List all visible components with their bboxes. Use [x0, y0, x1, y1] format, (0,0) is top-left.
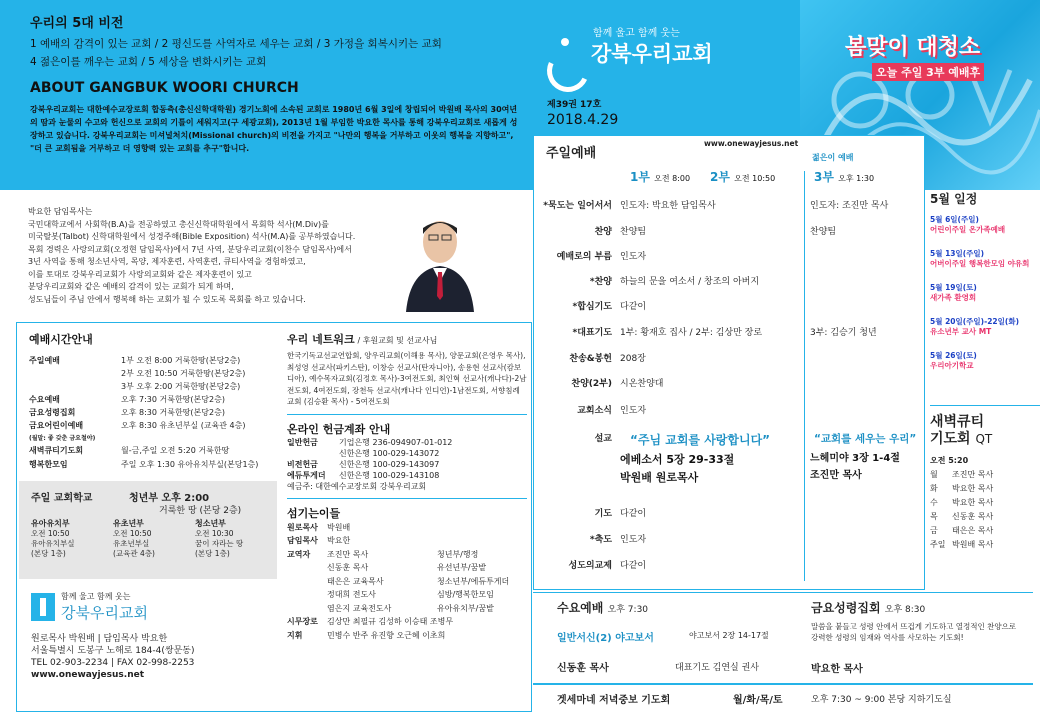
service-times-title: 예배시간안내 [29, 333, 93, 346]
logo-slogan: 함께 울고 함께 웃는 [593, 28, 680, 39]
vision-line: 4 젊은이를 깨우는 교회 / 5 세상을 변화시키는 교회 [30, 56, 267, 68]
pastor-line: 분당우리교회와 같은 예배의 감격이 있는 교회가 되게 하며, [28, 282, 234, 291]
sermon-title-3: “교회를 세우는 우리” [814, 433, 917, 445]
order-value: 208장 [620, 354, 646, 364]
event-subtitle: 오늘 주일 3부 예배후 [872, 63, 984, 81]
schedule-item: 5월 20일(주일)-22일(화) 유소년부 교사 MT [930, 317, 1019, 336]
may-title: 5월 일정 [930, 192, 978, 206]
worship-title: 주일예배 [546, 146, 597, 161]
order-value: 인도자 [620, 252, 647, 262]
sunday-school-title: 주일 교회학교 [31, 493, 93, 504]
pastor-line: 성도님들이 주님 안에서 행복해 하는 교회가 될 수 있도록 목회를 하고 있습니다. [28, 294, 306, 304]
friday-preacher: 박요한 목사 [811, 664, 863, 675]
qt-schedule [930, 405, 1040, 580]
order-value: 찬양팀 [620, 227, 647, 237]
friday-description: 말씀을 붙들고 성령 안에서 뜨겁게 기도하고 열정적인 찬양으로 강력한 성령의 임재와 역사를 사모하는 기도회! [811, 622, 1017, 642]
qt-row: 수 박요한 목사 [930, 498, 994, 507]
account-row: 비전헌금 신한은행 100-029-143097 [287, 459, 440, 469]
wednesday-title: 수요예배 오후 7:30 [557, 601, 649, 615]
event-title: 봄맞이 대청소 [845, 35, 981, 60]
divider [287, 414, 527, 415]
servants-title: 섬기는이들 [287, 506, 341, 520]
order-label: 성도의교제 [568, 561, 612, 571]
pastor-line: 3년 사역을 통해 청소년사역, 목양, 제자훈련, 사역훈련, 큐티사역을 경험하였고, [28, 257, 306, 266]
pastor-line: 목회 경력은 사랑의교회(오정현 담임목사)에서 7년 사역, 분당우리교회(이찬수 담임목사)에서 [28, 244, 352, 254]
schedule-item: 5월 26일(토) 우리아기학교 [930, 351, 977, 370]
network-title: 우리 네트워크 [287, 333, 355, 346]
order-value-3: 3부: 김승기 청년 [810, 328, 877, 338]
order-label: 기도 [594, 509, 612, 519]
church-logo-small [31, 591, 191, 625]
network-text: 한국기독교선교연합회, 양우리교회(이해용 목사), 양문교회(은영우 목사), 최성영 선교사(파키스탄), 이창승 선교사(탄자니아), 송용현 선교사(캄보디아), 예수목자교회(김정호 목사)-3여전도회, 최인혁 선교사(캐나다)-2남전도회, 4여전도회, 장천득 선교사(캐나다 인디언)-1남전도회, 서향침례교회 (김승환 목사) - 5여전도회 [287, 351, 527, 406]
divider [533, 683, 1033, 685]
order-label: *대표기도 [572, 328, 612, 338]
column-divider [804, 171, 805, 581]
vision-title: 우리의 5대 비전 [30, 16, 124, 31]
divider [287, 498, 527, 499]
servant-row: 신동훈 목사 유선년부/꿈밭 [327, 563, 487, 572]
address: 서울특별시 도봉구 노해로 184-4(쌍문동) [31, 646, 195, 656]
qt-title: 새벽큐티 [930, 414, 985, 430]
worship-order-panel [533, 135, 925, 590]
order-value: 인도자 [620, 406, 647, 416]
vision-line: 1 예배의 감격이 있는 교회 / 2 평신도를 사역자로 세우는 교회 / 3 가정을 회복시키는 교회 [30, 38, 442, 50]
youth-time: 청년부 오후 2:00 [129, 493, 210, 504]
schedule-item: 5월 19일(토) 새가족 환영회 [930, 283, 977, 302]
pastor-portrait-icon [400, 212, 480, 312]
schedule-item: 5월 13일(주일) 어버이주일 행복한모임 야유회 [930, 249, 1030, 268]
pastor-photo [400, 212, 480, 312]
wednesday-prayer: 대표기도 김연실 권사 [675, 663, 759, 673]
logo-name: 강북우리교회 [591, 42, 713, 66]
order-label: *합심기도 [572, 302, 612, 312]
gethsemane-title: 겟세마네 저녁중보 기도회 [557, 695, 671, 706]
wednesday-series: 일반서신(2) 야고보서 [557, 633, 654, 644]
about-text: 강북우리교회는 대한예수교장로회 합동측(총신신학대학원) 경기노회에 소속된 교회로 1980년 6월 3일에 창립되어 박원배 목사의 30여년의 땀과 눈물의 수고와 헌신으로 교회의 기틀이 세워지고(구 세광교회), 2013년 1월 부임한 박요한 목사를 통해 강북우리교회로 새롭게 성장하고 있습니다. 강북우리교회는 미셔널처치(Missional church)의 비전을 가지고 "나만의 행복을 거부하고 이웃의 행복을 지향하고", "더 큰 교회됨을 거부하고 더 영향력 있는 교회를 추구"합니다. [30, 105, 518, 153]
school-dept: 청소년부 오전 10:30 꿈이 자라는 땅 (본당 1층) [195, 519, 244, 558]
youth-place: 거룩한 땅 (본당 2층) [159, 506, 242, 516]
servant-row: 염은지 교육전도사 유아유치부/꿈밭 [327, 603, 494, 613]
order-label: *찬양 [589, 277, 612, 287]
pastor-line: 국민대학교에서 사회학(B.A)을 전공하였고 총신신학대학원에서 목회학 석사(M.Div)를 [28, 219, 329, 229]
account-row: 에듀투게더 신한은행 100-029-143108 [287, 470, 440, 480]
order-label: 찬송&봉헌 [569, 354, 612, 364]
website-link[interactable]: www.onewayjesus.net [31, 670, 145, 680]
gethsemane-time: 오후 7:30 ~ 9:00 본당 지하기도실 [811, 695, 952, 705]
order-value: 하늘의 문을 여소서 / 창조의 아버지 [620, 277, 760, 287]
weekday-services [533, 592, 1033, 720]
qt-row: 목 신동훈 목사 [930, 512, 994, 521]
schedule-item: 5월 6일(주일) 어린이주일 온가족예배 [930, 215, 1006, 234]
young-worship-label: 젊은이 예배 [812, 153, 854, 162]
pastors-line: 원로목사 박원배 | 담임목사 박요한 [31, 634, 168, 644]
servant-row: 원로목사 박원배 [287, 522, 351, 532]
qt-time: 오전 5:20 [930, 456, 969, 465]
servant-row: 시무장로 김상만 최필규 김성하 이승태 조병무 [287, 617, 454, 626]
service2-header: 2부 오전 10:50 [710, 170, 776, 184]
order-value: 시온찬양대 [620, 379, 664, 389]
qt-row: 주일 박원배 목사 [930, 540, 994, 549]
pastor-line: 박요한 담임목사는 [28, 207, 93, 216]
network-section [287, 331, 527, 642]
service1-header: 1부 오전 8:00 [630, 170, 691, 184]
account-row: 신한은행 100-029-143072 [339, 448, 440, 458]
servant-row: 정대희 전도사 심방/행복한모임 [327, 590, 494, 599]
order-value: 인도자 [620, 535, 647, 545]
qt-row: 금 태은은 목사 [930, 526, 994, 535]
qt-title-2: 기도회 QT [930, 431, 993, 447]
church-logo [545, 18, 735, 108]
logo-dot-icon [561, 38, 569, 46]
friday-title: 금요성령집회 오후 8:30 [811, 601, 926, 615]
pastor-line: 미국탈봇(Talbot) 신학대학원에서 성경주해(Bible Exposition) 석사(M.A)를 공부하였습니다. [28, 232, 356, 241]
order-value-3: 찬양팀 [810, 227, 837, 237]
logo-name: 강북우리교회 [61, 604, 148, 622]
pastor-intro [28, 206, 388, 306]
network-subtitle: / 후원교회 및 선교사님 [357, 336, 438, 345]
servant-row: 담임목사 박요한 [287, 536, 351, 545]
order-value-3: 인도자: 조진만 목사 [810, 201, 889, 211]
account-holder: 예금주: 대한예수교장로회 강북우리교회 [287, 481, 427, 491]
order-value: 1부: 황재호 집사 / 2부: 김상만 장로 [620, 328, 763, 338]
wednesday-preacher: 신동훈 목사 [557, 663, 609, 674]
servant-row: 태은은 교육목사 청소년부/에듀투게더 [327, 576, 510, 586]
order-value: 인도자: 박요한 담임목사 [620, 201, 716, 211]
order-label: 설교 [594, 434, 612, 444]
sermon-passage-3: 느헤미야 3장 1-4절 [810, 453, 900, 464]
sermon-title-1: “주님 교회를 사랑합니다” [630, 433, 771, 447]
order-label: 예배로의 부름 [556, 252, 612, 262]
contact-info [31, 633, 194, 681]
info-panel: 예배시간안내 주일예배 1부 오전 8:00 거룩한땅(본당2층) 2부 오전 10:50 거룩한땅(본당2층) 3부 오후 2:00 거룩한땅(본당2층) 수요예배 오후 7:30 거룩한땅(본당2층) 금요성령집회 오후 8:30 거룩한땅(본당2층) 금요어린이예배 오후 8:30 유초년부실 (교육관 4층) (월말: 좋 갖춘 금요철야) 새벽큐티기도회 월-금,주일 오전 5:20 거룩한땅 행복한모임 주일 오후 1:30 유아유치부실(본당1층) 주일 교회학교 청년부 오후 2:00 거룩한 땅 (본당 2층) 유아유치부 오전 10:50 유아유치부실 (본당 1층) 유초년부 오전 10:50 유초년부실 (교육관 4층) 청소년부 오전 10:30 꿈이 자라는 땅 (본당 1층) 함께 울고 함께 웃는 강북우리교회 원로목사 박원배 | 담임목사 박요한 서울특별시 도봉구 노해로 184-4(쌍문동) TEL 02-903-2234 | FAX 02-998-2253 www.onewayjesus.net 우리 네트워크 / 후원교회 및 선교사님 한국기독교선교연합회, 양우리교회(이해용 목사), 양문교회(은영우 목사), 최성영 선교사(파키스탄), 이창승 선교사(탄자니아), 송용현 선교사(캄보디아), 예수목자교회(김정호 목사)-3여전도회, 최인혁 선교사(캐나다)-2남전도회, 4여전도회, 장천득 선교사(캐나다 인디언)-1남전도회, 서향침례교회 (김승환 목사) - 5여전도회 온라인 헌금계좌 안내 일반헌금 기업은행 236-094907-01-012 신한은행 100-029-143072 비전헌금 신한은행 100-029-143097 에듀투게더 신한은행 100-029-143108 예금주: 대한예수교장로회 강북우리교회 섬기는이들 원로목사 박원배 담임목사 박요한 교역자 조진만 목사 청년부/행정 신동훈 목사 유선년부/꿈밭 태은은 교육목사 청소년부/에듀투게더 정대희 전도사 심방/행복한모임 염은지 교육전도사 유아유치부/꿈밭 시무장로 김상만 최필규 김성하 이승태 조병무 지휘 민병수 반주 유진향 오근혜 이초희 [16, 322, 532, 712]
wednesday-passage: 야고보서 2장 14-17절 [689, 631, 769, 640]
servant-row: 지휘 민병수 반주 유진향 오근혜 이초희 [287, 630, 446, 640]
servant-row: 교역자 조진만 목사 청년부/행정 [287, 549, 479, 559]
order-value: 다같이 [620, 302, 647, 312]
cross-logo-icon [31, 593, 55, 621]
bulletin-date: 2018.4.29 [547, 112, 619, 128]
sermon-passage-1: 에베소서 5장 29-33절 [620, 453, 735, 466]
order-label: *축도 [589, 535, 612, 545]
pastor-line: 이를 토대로 강북우리교회가 사랑의교회와 같은 제자훈련이 있고 [28, 269, 252, 279]
qt-row: 화 박요한 목사 [930, 484, 994, 493]
may-schedule [930, 190, 1040, 410]
order-label: 찬양(2부) [571, 379, 612, 389]
service3-header: 3부 오후 1:30 [814, 170, 875, 184]
account-title: 온라인 헌금계좌 안내 [287, 422, 391, 436]
school-dept: 유초년부 오전 10:50 유초년부실 (교육관 4층) [113, 519, 155, 558]
order-value: 다같이 [620, 509, 647, 519]
order-value: 다같이 [620, 561, 647, 571]
sermon-preacher-3: 조진만 목사 [810, 470, 862, 481]
sunday-school-panel [19, 481, 277, 579]
issue-number: 제39권 17호 [547, 100, 602, 110]
phone-fax: TEL 02-903-2234 | FAX 02-998-2253 [31, 658, 195, 668]
qt-row: 월 조진만 목사 [930, 470, 994, 479]
sermon-preacher-1: 박원배 원로목사 [620, 471, 699, 484]
order-label: *묵도는 일어서서 [543, 201, 612, 211]
worship-website[interactable]: www.onewayjesus.net [704, 139, 799, 148]
account-row: 일반헌금 기업은행 236-094907-01-012 [287, 437, 453, 447]
logo-slogan: 함께 울고 함께 웃는 [61, 592, 131, 601]
gethsemane-days: 월/화/목/토 [733, 695, 783, 706]
order-label: 교회소식 [577, 406, 612, 416]
school-dept: 유아유치부 오전 10:50 유아유치부실 (본당 1층) [31, 519, 75, 558]
about-title: ABOUT GANGBUK WOORI CHURCH [30, 80, 299, 96]
logo-ring-icon [541, 44, 595, 98]
order-label: 찬양 [594, 227, 612, 237]
